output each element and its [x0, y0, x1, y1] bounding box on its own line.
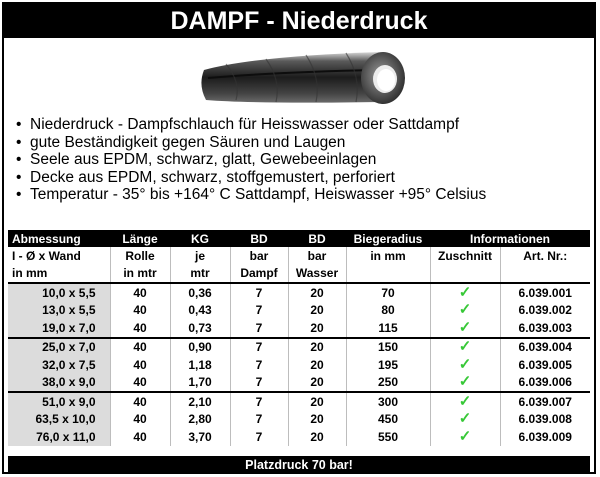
check-icon: ✓ — [430, 319, 500, 338]
article-number-cell: 6.039.001 — [518, 285, 572, 300]
dimension-cell: 76,0 x 11,0 — [8, 428, 110, 446]
len-cell: 40 — [110, 411, 170, 429]
check-icon: ✓ — [430, 338, 500, 357]
kg-cell: 2,10 — [170, 392, 230, 411]
article-number-cell: 6.039.009 — [518, 429, 572, 444]
col-bd-dampf: BD — [230, 230, 288, 247]
col-informationen: Informationen — [430, 230, 590, 247]
kg-cell: 2,80 — [170, 411, 230, 429]
len-cell: 40 — [110, 302, 170, 320]
kg-cell: 1,70 — [170, 374, 230, 393]
spec-table — [8, 230, 590, 446]
check-icon: ✓ — [430, 356, 500, 374]
col-abmessung: Abmessung — [8, 230, 110, 247]
check-icon: ✓ — [430, 392, 500, 411]
table-header-row — [8, 230, 590, 247]
steam-hose-image — [196, 42, 411, 114]
dimension-cell: 19,0 x 7,0 — [8, 319, 110, 338]
radius-cell: 150 — [346, 338, 430, 357]
kg-cell: 0,43 — [170, 302, 230, 320]
product-sheet — [2, 2, 596, 474]
col-bd-wasser: BD — [288, 230, 346, 247]
radius-cell: 80 — [346, 302, 430, 320]
article-number-cell: 6.039.002 — [518, 303, 572, 318]
dimension-cell: 32,0 x 7,5 — [8, 356, 110, 374]
radius-cell: 70 — [346, 283, 430, 302]
kg-cell: 0,90 — [170, 338, 230, 357]
bd_dampf-cell: 7 — [230, 302, 288, 320]
table-row — [8, 338, 590, 357]
table-row — [8, 374, 590, 393]
kg-cell: 1,18 — [170, 356, 230, 374]
feature-item: • Temperatur - 35° bis +164° C Sattdampf, Heiswasser +95° Celsius — [16, 186, 487, 204]
col-laenge: Länge — [110, 230, 170, 247]
bd_dampf-cell: 7 — [230, 283, 288, 302]
len-cell: 40 — [110, 356, 170, 374]
article-number-cell: 6.039.008 — [518, 412, 572, 427]
len-cell: 40 — [110, 283, 170, 302]
radius-cell: 550 — [346, 428, 430, 446]
page-title: DAMPF - Niederdruck — [4, 4, 594, 38]
table-row — [8, 319, 590, 338]
kg-cell: 3,70 — [170, 428, 230, 446]
bd_dampf-cell: 7 — [230, 356, 288, 374]
check-icon: ✓ — [430, 302, 500, 320]
col-kg: KG — [170, 230, 230, 247]
article-number-cell: 6.039.005 — [518, 357, 572, 372]
bd_dampf-cell: 7 — [230, 374, 288, 393]
radius-cell: 115 — [346, 319, 430, 338]
bd_dampf-cell: 7 — [230, 411, 288, 429]
dimension-cell: 38,0 x 9,0 — [8, 374, 110, 393]
article-number-cell: 6.039.007 — [518, 394, 572, 409]
bd_wasser-cell: 20 — [288, 302, 346, 320]
bd_wasser-cell: 20 — [288, 392, 346, 411]
dimension-cell: 13,0 x 5,5 — [8, 302, 110, 320]
radius-cell: 195 — [346, 356, 430, 374]
bd_wasser-cell: 20 — [288, 428, 346, 446]
bd_wasser-cell: 20 — [288, 374, 346, 393]
len-cell: 40 — [110, 319, 170, 338]
table-row — [8, 302, 590, 320]
table-row — [8, 356, 590, 374]
article-number-cell: 6.039.004 — [518, 340, 572, 355]
feature-list — [16, 116, 586, 204]
table-row — [8, 411, 590, 429]
check-icon: ✓ — [430, 283, 500, 302]
check-icon: ✓ — [430, 428, 500, 446]
col-biegeradius: Biegeradius — [346, 230, 430, 247]
radius-cell: 300 — [346, 392, 430, 411]
dimension-cell: 63,5 x 10,0 — [8, 411, 110, 429]
subheader-row: I - Ø x Wand Rolle je bar bar in mm Zuschnitt Art. Nr.: — [8, 247, 590, 265]
kg-cell: 0,36 — [170, 283, 230, 302]
feature-item: • Decke aus EPDM, schwarz, stoffgemustert, perforiert — [16, 168, 395, 186]
len-cell: 40 — [110, 392, 170, 411]
radius-cell: 450 — [346, 411, 430, 429]
spec-table-body — [8, 247, 590, 446]
len-cell: 40 — [110, 374, 170, 393]
feature-item: • gute Beständigkeit gegen Säuren und Laugen — [16, 133, 346, 151]
bd_dampf-cell: 7 — [230, 338, 288, 357]
bd_dampf-cell: 7 — [230, 392, 288, 411]
bd_wasser-cell: 20 — [288, 283, 346, 302]
len-cell: 40 — [110, 338, 170, 357]
bd_dampf-cell: 7 — [230, 428, 288, 446]
bd_wasser-cell: 20 — [288, 319, 346, 338]
article-number-cell: 6.039.006 — [500, 374, 590, 393]
burst-pressure-footer: Platzdruck 70 bar! — [8, 456, 590, 474]
bd_wasser-cell: 20 — [288, 356, 346, 374]
table-row — [8, 392, 590, 411]
subheader-row: in mm in mtr mtr Dampf Wasser — [8, 265, 590, 284]
article-number-cell: 6.039.003 — [500, 319, 590, 338]
bd_wasser-cell: 20 — [288, 338, 346, 357]
check-icon: ✓ — [430, 374, 500, 393]
kg-cell: 0,73 — [170, 319, 230, 338]
bd_dampf-cell: 7 — [230, 319, 288, 338]
len-cell: 40 — [110, 428, 170, 446]
dimension-cell: 51,0 x 9,0 — [8, 392, 110, 411]
feature-item: • Seele aus EPDM, schwarz, glatt, Gewebeeinlagen — [16, 151, 377, 169]
bd_wasser-cell: 20 — [288, 411, 346, 429]
radius-cell: 250 — [346, 374, 430, 393]
check-icon: ✓ — [430, 411, 500, 429]
dimension-cell: 10,0 x 5,5 — [8, 283, 110, 302]
dimension-cell: 25,0 x 7,0 — [8, 338, 110, 357]
feature-item: • Niederdruck - Dampfschlauch für Heisswasser oder Sattdampf — [16, 116, 460, 133]
table-row — [8, 428, 590, 446]
table-row — [8, 283, 590, 302]
